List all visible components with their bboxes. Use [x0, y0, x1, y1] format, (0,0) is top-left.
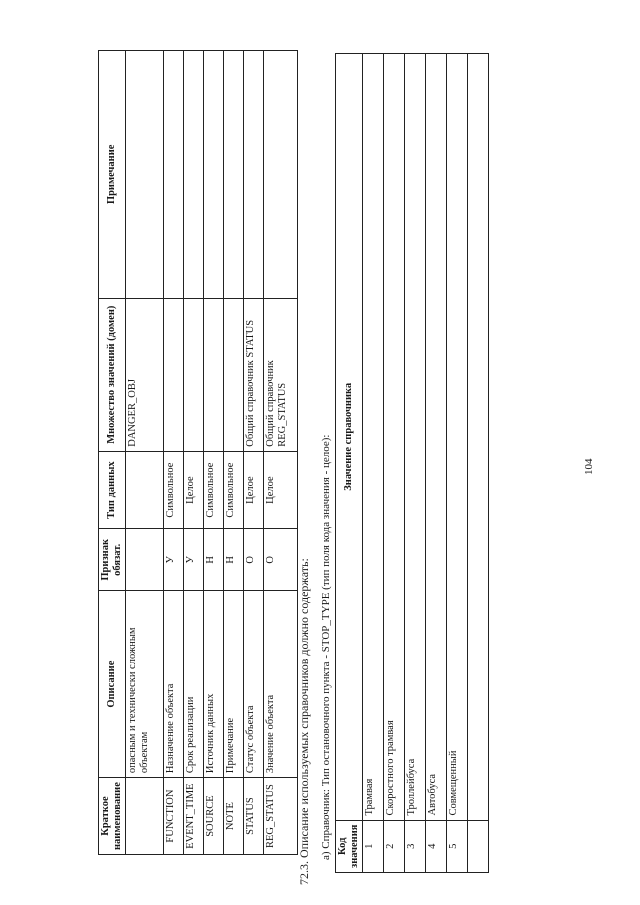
- cell-code: [468, 820, 489, 872]
- cell-description: Источник данных: [204, 591, 224, 778]
- header-code: Код значения: [336, 820, 363, 872]
- header-value-set: Множество значений (домен): [99, 298, 126, 451]
- cell-note: [164, 51, 184, 299]
- cell-code: 1: [363, 820, 384, 872]
- section-title: 72.3. Описание используемых справочников должно содержать:: [297, 558, 311, 885]
- cell-description: Значение объекта: [264, 591, 298, 778]
- attributes-table: [98, 50, 298, 855]
- header-note: Примечание: [99, 51, 126, 299]
- table-row: [468, 54, 489, 873]
- cell-short-name: REG_STATUS: [264, 778, 298, 855]
- cell-value: Трамвая: [363, 54, 384, 821]
- cell-value: Троллейбуса: [405, 54, 426, 821]
- table-row: [405, 54, 426, 873]
- cell-short-name: [126, 778, 164, 855]
- cell-required: У: [164, 529, 184, 591]
- cell-value-set: [184, 298, 204, 451]
- cell-value: [468, 54, 489, 821]
- cell-value-set: Общий справочник REG_STATUS: [264, 298, 298, 451]
- cell-short-name: STATUS: [244, 778, 264, 855]
- cell-required: О: [244, 529, 264, 591]
- cell-code: 5: [447, 820, 468, 872]
- table-row: [264, 51, 298, 855]
- cell-description: Примечание: [224, 591, 244, 778]
- cell-data-type: Целое: [184, 451, 204, 529]
- header-required: Признак обязат.: [99, 529, 126, 591]
- cell-value-set: DANGER_OBJ: [126, 298, 164, 451]
- page-number: 104: [583, 458, 595, 475]
- cell-value-set: [164, 298, 184, 451]
- reference-table-header: [336, 54, 363, 873]
- cell-value-set: Общий справочник STATUS: [244, 298, 264, 451]
- cell-value: Автобуса: [426, 54, 447, 821]
- cell-data-type: [126, 451, 164, 529]
- header-description: Описание: [99, 591, 126, 778]
- cell-value: Скоростного трамвая: [384, 54, 405, 821]
- cell-note: [224, 51, 244, 299]
- table-row: [204, 51, 224, 855]
- cell-value: Совмещенный: [447, 54, 468, 821]
- cell-note: [204, 51, 224, 299]
- cell-description: Срок реализации: [184, 591, 204, 778]
- cell-data-type: Символьное: [224, 451, 244, 529]
- cell-description: Назначение объекта: [164, 591, 184, 778]
- cell-description: опасным и технически сложным объектам: [126, 591, 164, 778]
- cell-data-type: Символьное: [164, 451, 184, 529]
- table-row: [244, 51, 264, 855]
- cell-short-name: NOTE: [224, 778, 244, 855]
- reference-table: [335, 53, 489, 873]
- cell-data-type: Целое: [244, 451, 264, 529]
- cell-description: Статус объекта: [244, 591, 264, 778]
- cell-value-set: [204, 298, 224, 451]
- cell-code: 3: [405, 820, 426, 872]
- table-row: [384, 54, 405, 873]
- cell-data-type: Целое: [264, 451, 298, 529]
- attributes-table-header: [99, 51, 126, 855]
- cell-required: У: [184, 529, 204, 591]
- cell-required: Н: [224, 529, 244, 591]
- cell-note: [184, 51, 204, 299]
- header-value: Значение справочника: [336, 54, 363, 821]
- table-row: [126, 51, 164, 855]
- cell-value-set: [224, 298, 244, 451]
- cell-code: 4: [426, 820, 447, 872]
- reference-subtitle: а) Справочник: Тип остановочного пункта - STOP_TYPE (тип поля кода значения - целое):: [320, 434, 332, 860]
- cell-code: 2: [384, 820, 405, 872]
- cell-note: [264, 51, 298, 299]
- cell-required: [126, 529, 164, 591]
- table-row: [164, 51, 184, 855]
- table-row: [447, 54, 468, 873]
- cell-short-name: EVENT_TIME: [184, 778, 204, 855]
- table-row: [363, 54, 384, 873]
- cell-data-type: Символьное: [204, 451, 224, 529]
- cell-short-name: SOURCE: [204, 778, 224, 855]
- cell-note: [244, 51, 264, 299]
- cell-required: О: [264, 529, 298, 591]
- header-data-type: Тип данных: [99, 451, 126, 529]
- table-row: [184, 51, 204, 855]
- cell-short-name: FUNCTION: [164, 778, 184, 855]
- table-row: [426, 54, 447, 873]
- table-row: [224, 51, 244, 855]
- cell-required: Н: [204, 529, 224, 591]
- header-short-name: Краткое наименование: [99, 778, 126, 855]
- cell-note: [126, 51, 164, 299]
